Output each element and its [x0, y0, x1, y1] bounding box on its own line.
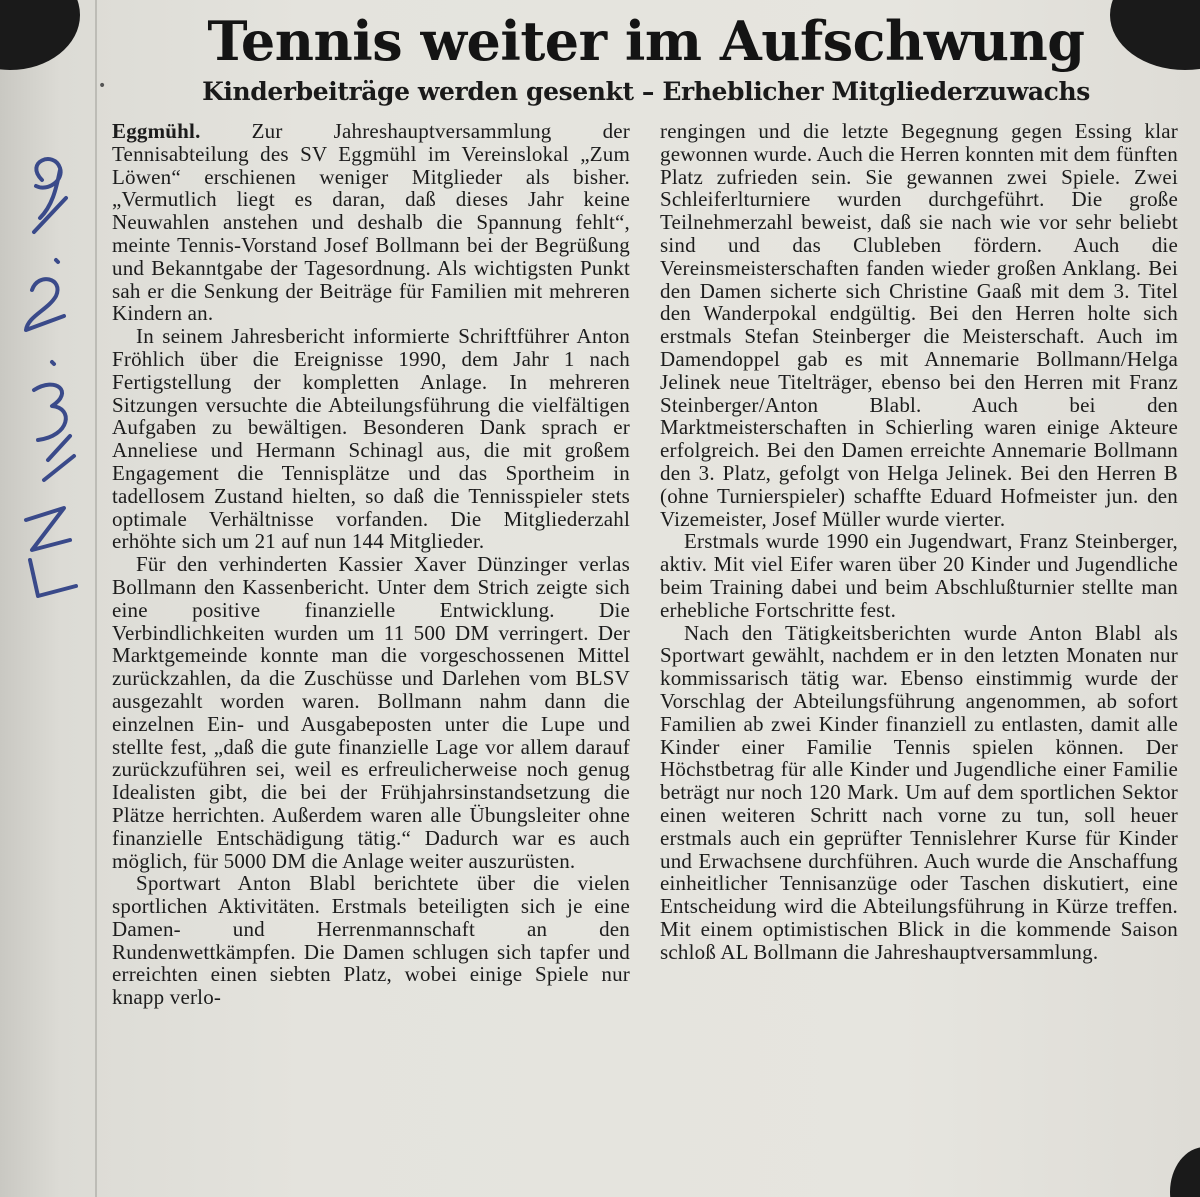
scan-corner-bottom-right [1170, 1147, 1200, 1197]
handwritten-date-annotation [4, 140, 94, 600]
article-column-right [660, 120, 1178, 963]
paper-mark: • [98, 78, 107, 94]
article-paragraph: Sportwart Anton Blabl berichtete über die vielen sportlichen Aktivitäten. Erstmals beteiligten sich je eine Damen- und Herrenmannschaft an den Rundenwettkämpfen. Die Damen schlugen sich tapfer und erreichten einen siebten Platz, wobei einige Spiele nur knapp verlo- [112, 871, 630, 1010]
article-paragraph: Nach den Tätigkeitsberichten wurde Anton Blabl als Sportwart gewählt, nachdem er in den letzten Monaten nur kommissarisch tätig war. Ebenso einstimmig wurde der Vorschlag der Abteilungsführung angenommen, ab sofort Familien ab zwei Kinder finanziell zu entlasten, damit alle Kinder einer Familie Tennis spielen können. Der Höchstbetrag für alle Kinder und Jugendliche einer Familie beträgt nur noch 120 Mark. Um auf dem sportlichen Sektor einen weiteren Schritt nach vorne zu tun, soll heuer erstmals auch ein geprüfter Tennislehrer Kurse für Kinder und Erwachsene durchführen. Auch wurde die Anschaffung einheitlicher Tennisanzüge oder Taschen diskutiert, eine Entscheidung wird die Abteilungsführung in Kürze treffen. Mit einem optimistischen Blick in die kommende Saison schloß AL Bollmann die Jahreshauptversammlung. [660, 620, 1178, 964]
dateline: Eggmühl. [112, 119, 201, 143]
article-paragraph: In seinem Jahresbericht informierte Schriftführer Anton Fröhlich über die Ereignisse 1990, dem Jahr 1 nach Fertigstellung der kompletten Anlage. In mehreren Sitzungen versuchte die Abteilungsführung die vielfältigen Aufgaben zu bewältigen. Besonderen Dank sprach er Anneliese und Hermann Schinagl aus, die mit großem Engagement die Tennisplätze und das Sportheim in tadellosem Zustand hielten, so daß die Tennisspieler stets optimale Verhältnisse vorfanden. Die Mitgliederzahl erhöhte sich um 21 auf nun 144 Mitglieder. [112, 324, 630, 554]
article-column-left [112, 120, 630, 1009]
article-paragraph: Erstmals wurde 1990 ein Jugendwart, Franz Steinberger, aktiv. Mit viel Eifer waren über 20 Kinder und Jugendliche beim Training dabei und beim Abschlußturnier stellte man erhebliche Fortschritte fest. [660, 529, 1178, 622]
article-paragraph [112, 120, 630, 325]
scan-corner-top-left [0, 0, 80, 70]
article-paragraph: Für den verhinderten Kassier Xaver Dünzinger verlas Bollmann den Kassenbericht. Unter dem Strich zeigte sich eine positive finanzielle Entwicklung. Die Verbindlichkeiten wurden um 11 500 DM verringert. Der Marktgemeinde konnte man die vorgeschossenen Mittel zurückzahlen, da die Zuschüsse und Darlehen vom BLSV ausgezahlt worden waren. Bollmann nahm dann die einzelnen Ein- und Ausgabeposten unter die Lupe und stellte fest, „daß die gute finanzielle Lage vor allem darauf zurückzuführen sei, weil es erfreulicherweise noch genug Idealisten gibt, die bei der Frühjahrsinstandsetzung die Plätze herrichten. Außerdem waren alle Übungsleiter ohne finanzielle Entschädigung tätig.“ Dadurch war es auch möglich, für 5000 DM die Anlage weiter auszurüsten. [112, 552, 630, 873]
article-paragraph: rengingen und die letzte Begegnung gegen Essing klar gewonnen wurde. Auch die Herren konnten mit dem fünften Platz zufrieden sein. Sie gewannen zwei Spiele. Zwei Schleiferlturniere wurden durchgeführt. Die große Teilnehmerzahl beweist, daß sie nach wie vor sehr beliebt sind und das Clubleben fördern. Auch die Vereinsmeisterschaften fanden wieder großen Anklang. Bei den Damen sicherte sich Christine Gaaß mit dem 3. Titel den Wanderpokal endgültig. Bei den Herren holte sich erstmals Stefan Steinberger die Meisterschaft. Auch im Damendoppel gab es mit Annemarie Bollmann/Helga Jelinek neue Titelträger, ebenso bei den Herren mit Franz Steinberger/Anton Blabl. Auch bei den Marktmeisterschaften in Schierling waren einige Akteure erfolgreich. Bei den Damen erreichte Annemarie Bollmann den 3. Platz, gefolgt von Helga Jelinek. Bei den Herren B (ohne Turnierspieler) schaffte Eduard Hofmeister jun. den Vizemeister, Josef Müller wurde vierter. [660, 119, 1178, 531]
clipping-edge [95, 0, 97, 1197]
article-headline: Tennis weiter im Aufschwung [207, 9, 1085, 73]
article-subheadline: Kinderbeiträge werden gesenkt – Erheblicher Mitgliederzuwachs [202, 77, 1090, 106]
paragraph-text: Zur Jahreshauptversammlung der Tennisabteilung des SV Eggmühl im Vereinslokal „Zum Löwen“ erschienen weniger Mitglieder als bisher. „Vermutlich liegt es daran, daß dieses Jahr keine Neuwahlen anstehen und deshalb die Spannung fehlt“, meinte Tennis-Vorstand Josef Bollmann bei der Begrüßung und Bekanntgabe der Tagesordnung. Als wichtigsten Punkt sah er die Senkung der Beiträge für Familien mit mehreren Kindern an. [112, 119, 630, 326]
